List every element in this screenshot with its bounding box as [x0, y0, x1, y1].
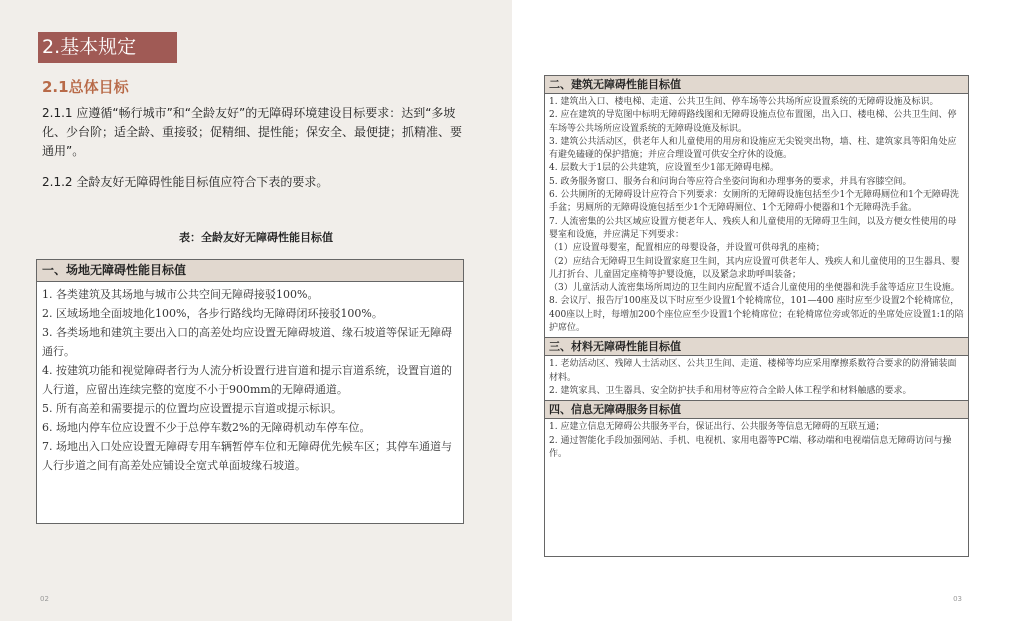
list-item: （3）儿童活动人流密集场所周边的卫生间内应配置不适合儿童使用的坐便器和洗手盆等适应卫生设施。	[549, 283, 960, 294]
building-target-table	[544, 75, 969, 557]
list-item: 6. 场地内停车位应设置不少于总停车数2%的无障碍机动车停车位。	[42, 421, 371, 434]
list-item: （1）应设置母婴室，配置相应的母婴设备，并设置可供母乳的座椅；	[549, 243, 825, 254]
list-item: 1. 各类建筑及其场地与城市公共空间无障碍接驳100%。	[42, 288, 319, 301]
list-item: 4. 按建筑功能和视觉障碍者行为人流分析设置行进盲道和提示盲道系统，设置盲道的人行道，应留出连续完整的宽度不小于900mm的无障碍通道。	[42, 364, 452, 396]
list-item: 7. 人流密集的公共区域应设置方便老年人、残疾人和儿童使用的无障碍卫生间，以及方便女性使用的母婴室和设施，并应满足下列要求：	[549, 216, 957, 240]
table-section-items	[545, 356, 968, 400]
list-item: 8. 会议厅、报告厅100座及以下时应至少设置1个轮椅席位，101—400 座时应至少设置2个轮椅席位，400座以上时，每增加200个座位应至少设置1个轮椅席位；在轮椅席位旁或邻近的坐席处应设置1:1的陪护席位。	[549, 296, 964, 334]
list-item: 7. 场地出入口处应设置无障碍专用车辆暂停车位和无障碍优先候车区；其停车通道与人行步道之间有高差处应铺设全宽式单面坡缘石坡道。	[42, 440, 452, 472]
table-section-items	[545, 94, 968, 337]
list-item: 5. 所有高差和需要提示的位置均应设置提示盲道或提示标识。	[42, 402, 342, 415]
list-item: 2. 应在建筑的导览图中标明无障碍路线图和无障碍设施点位布置图，出入口、楼电梯、公共卫生间、停车场等公共场所应设置系统的无障碍设施及标识。	[549, 110, 957, 134]
paragraph-2-1-1: 2.1.1 应遵循“畅行城市”和“全龄友好”的无障碍环境建设目标要求：达到“多坡化、少台阶；适全龄、重接驳；促精细、提性能；保安全、最便捷；抓精准、要通用”。	[42, 106, 463, 158]
list-item: 3. 各类场地和建筑主要出入口的高差处均应设置无障碍坡道、缘石坡道等保证无障碍通行。	[42, 326, 452, 358]
paragraph-2-1-2: 2.1.2 全龄友好无障碍性能目标值应符合下表的要求。	[42, 175, 329, 189]
site-target-table	[36, 259, 464, 524]
table-section-header: 一、场地无障碍性能目标值	[37, 260, 463, 282]
list-item: 2. 区域场地全面坡地化100%，各步行路线均无障碍闭环接驳100%。	[42, 307, 383, 320]
list-item: （2）应结合无障碍卫生间设置家庭卫生间，其内应设置可供老年人、残疾人和儿童使用的卫生器具、婴儿打折台、儿童固定座椅等护婴设施，以及紧急求助呼叫装备；	[549, 256, 960, 280]
table-section-header: 三、材料无障碍性能目标值	[545, 337, 968, 356]
list-item: 6. 公共厕所的无障碍设计应符合下列要求：女厕所的无障碍设施包括至少1个无障碍厕位和1个无障碍洗手盆；男厕所的无障碍设施包括至少1个无障碍厕位、1个无障碍小便器和1个无障碍洗手盆。	[549, 190, 959, 214]
list-item: 2. 通过智能化手段加强网站、手机、电视机、家用电器等PC端、移动端和电视端信息无障碍访问与操作。	[549, 435, 952, 459]
table-section-header: 二、建筑无障碍性能目标值	[545, 76, 968, 94]
subsection-title: 2.1总体目标	[42, 78, 129, 96]
table-section-items	[37, 282, 463, 478]
list-item: 1. 老幼活动区、残障人士活动区、公共卫生间、走道、楼梯等均应采用摩擦系数符合要求的防滑铺装面材料。	[549, 359, 957, 383]
table-section-header: 四、信息无障碍服务目标值	[545, 400, 968, 419]
table-section-items	[545, 419, 968, 463]
list-item: 1. 建筑出入口、楼电梯、走道、公共卫生间、停车场等公共场所应设置系统的无障碍设施及标识。	[549, 97, 939, 107]
list-item: 1. 应建立信息无障碍公共服务平台，保证出行、公共服务等信息无障碍的互联互通；	[549, 422, 885, 433]
page-number: 02	[40, 595, 49, 603]
page-number: 03	[953, 595, 962, 603]
list-item: 3. 建筑公共活动区，供老年人和儿童使用的用房和设施应无尖锐突出物，墙、柱、建筑家具等阳角处应有避免磕碰的保护措施；并应合理设置可供安全疗休的设施。	[549, 136, 957, 161]
list-item: 5. 政务服务窗口、服务台和问询台等应符合坐姿问询和办理事务的要求，并具有容膝空间。	[549, 176, 912, 187]
table-caption: 表：全龄友好无障碍性能目标值	[179, 231, 333, 244]
section-title: 2.基本规定	[38, 32, 177, 63]
list-item: 2. 建筑家具、卫生器具、安全防护扶手和用材等应符合全龄人体工程学和材料触感的要求。	[549, 385, 912, 396]
list-item: 4. 层数大于1层的公共建筑，应设置至少1部无障碍电梯。	[549, 163, 779, 174]
